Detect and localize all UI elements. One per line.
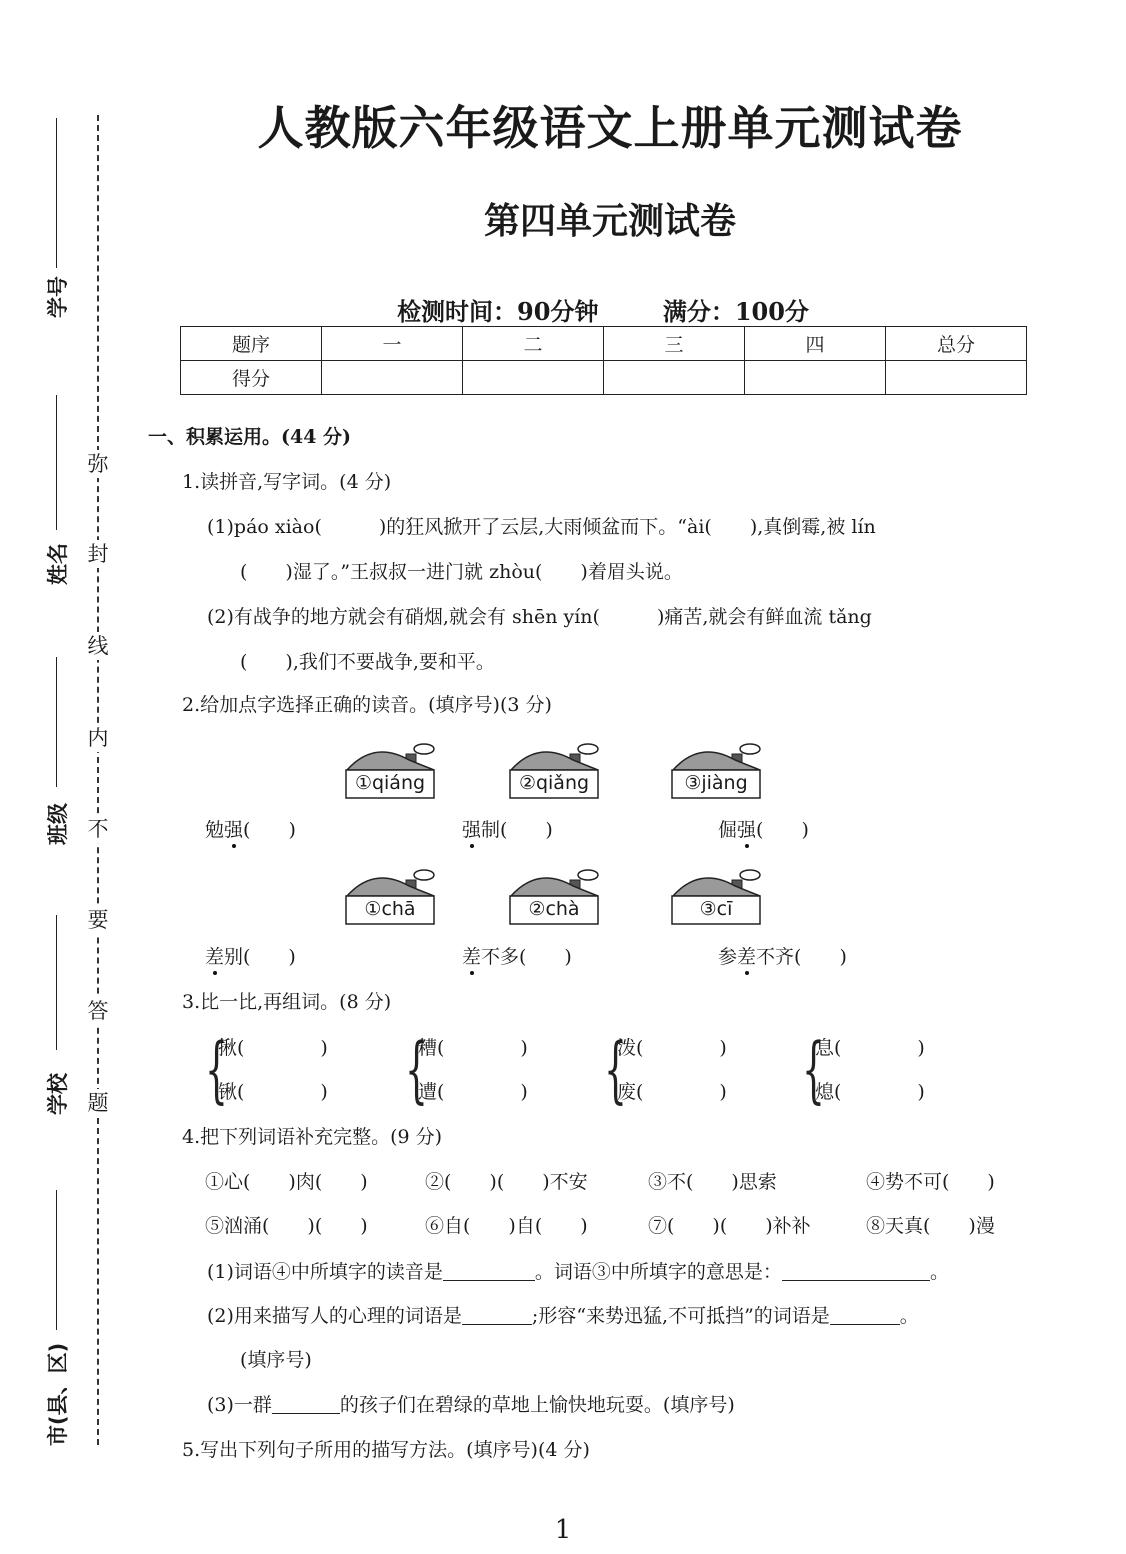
- idiom-item: ③不( )思索: [648, 1171, 777, 1193]
- compare-word: 揪( ): [218, 1037, 328, 1059]
- pinyin-house: ③cī: [670, 868, 762, 930]
- score-cell[interactable]: [604, 361, 745, 395]
- pinyin-house: ②chà: [508, 868, 600, 930]
- score-header: 一: [322, 327, 463, 361]
- seal-char: 内: [84, 724, 112, 752]
- seal-char: 不: [84, 815, 112, 843]
- compare-word: 废( ): [617, 1081, 727, 1103]
- seal-char: 答: [84, 997, 112, 1025]
- question-title: 3.比一比,再组词。(8 分): [182, 991, 392, 1013]
- idiom-item: ⑤汹涌( )( ): [205, 1215, 368, 1237]
- exam-subtitle: 第四单元测试卷: [483, 200, 736, 242]
- seal-char: 线: [84, 632, 112, 660]
- answer-blank[interactable]: [462, 1306, 532, 1325]
- pinyin-house: ②qiǎng: [508, 742, 600, 804]
- compare-word: 息( ): [815, 1037, 925, 1059]
- question-title: 4.把下列词语补充完整。(9 分): [182, 1126, 443, 1148]
- brace: {: [604, 1027, 627, 1111]
- answer-blank[interactable]: [830, 1306, 900, 1325]
- compare-word: 熄( ): [815, 1081, 925, 1103]
- question-title: 1.读拼音,写字词。(4 分): [182, 471, 392, 493]
- reading-item: 强制( ): [462, 819, 553, 841]
- reading-item: 勉强( ): [205, 819, 296, 841]
- pinyin-house: ①qiáng: [344, 742, 436, 804]
- idiom-item: ⑦( )( )补补: [648, 1215, 811, 1237]
- score-cell[interactable]: [322, 361, 463, 395]
- seal-char: 弥: [84, 450, 112, 478]
- brace: {: [802, 1027, 825, 1111]
- question-line: ( )湿了。”王叔叔一进门就 zhòu( )着眉头说。: [240, 561, 683, 583]
- score-header: 四: [745, 327, 886, 361]
- reading-item: 参差不齐( ): [718, 946, 847, 968]
- section-title: 一、积累运用。(44 分): [148, 426, 352, 448]
- page-number: 1: [554, 1515, 572, 1545]
- seal-char: 封: [84, 540, 112, 568]
- idiom-item: ①心( )肉( ): [205, 1171, 368, 1193]
- answer-blank[interactable]: [443, 1262, 535, 1281]
- subquestion: (1)词语④中所填字的读音是 。词语③中所填字的意思是： 。: [207, 1261, 949, 1283]
- score-header: 二: [463, 327, 604, 361]
- question-title: 5.写出下列句子所用的描写方法。(填序号)(4 分): [182, 1439, 590, 1461]
- pinyin-house: ①chā: [344, 868, 436, 930]
- idiom-item: ④势不可( ): [866, 1171, 995, 1193]
- compare-word: 锹( ): [218, 1081, 328, 1103]
- reading-item: 倔强( ): [718, 819, 809, 841]
- subquestion: (3)一群 的孩子们在碧绿的草地上愉快地玩耍。(填序号): [207, 1394, 735, 1416]
- reading-item: 差不多( ): [462, 946, 572, 968]
- answer-blank[interactable]: [272, 1395, 340, 1414]
- brace: {: [405, 1027, 428, 1111]
- compare-word: 糟( ): [418, 1037, 528, 1059]
- score-header: 总分: [886, 327, 1027, 361]
- idiom-item: ⑥自( )自( ): [425, 1215, 588, 1237]
- exam-time: 检测时间：90分钟: [397, 297, 599, 326]
- score-header: 题序: [181, 327, 322, 361]
- seal-char: 题: [84, 1089, 112, 1117]
- fill-note: (填序号): [240, 1349, 312, 1371]
- question-line: (2)有战争的地方就会有硝烟,就会有 shēn yín( )痛苦,就会有鲜血流 tǎng: [207, 606, 872, 628]
- reading-item: 差别( ): [205, 946, 296, 968]
- exam-full-score: 满分：100分: [662, 297, 809, 326]
- score-header: 三: [604, 327, 745, 361]
- answer-blank[interactable]: [782, 1262, 930, 1281]
- score-cell[interactable]: [463, 361, 604, 395]
- compare-word: 泼( ): [617, 1037, 727, 1059]
- seal-char: 要: [84, 906, 112, 934]
- question-line: (1)páo xiào( )的狂风掀开了云层,大雨倾盆而下。“ài( ),真倒霉,被 lín: [207, 516, 876, 538]
- binding-dashed-line: [97, 115, 99, 1445]
- score-cell[interactable]: [745, 361, 886, 395]
- exam-title: 人教版六年级语文上册单元测试卷: [257, 101, 963, 155]
- score-cell[interactable]: [886, 361, 1027, 395]
- idiom-item: ②( )( )不安: [425, 1171, 588, 1193]
- exam-meta: [180, 292, 1026, 327]
- score-table: [180, 326, 1027, 395]
- pinyin-house: ③jiàng: [670, 742, 762, 804]
- compare-word: 遭( ): [418, 1081, 528, 1103]
- question-line: ( ),我们不要战争,要和平。: [240, 651, 495, 673]
- idiom-item: ⑧天真( )漫: [866, 1215, 995, 1237]
- subquestion: (2)用来描写人的心理的词语是 ;形容“来势迅猛,不可抵挡”的词语是 。: [207, 1305, 919, 1327]
- question-title: 2.给加点字选择正确的读音。(填序号)(3 分): [182, 694, 552, 716]
- score-row-label: 得分: [181, 361, 322, 395]
- brace: {: [205, 1027, 228, 1111]
